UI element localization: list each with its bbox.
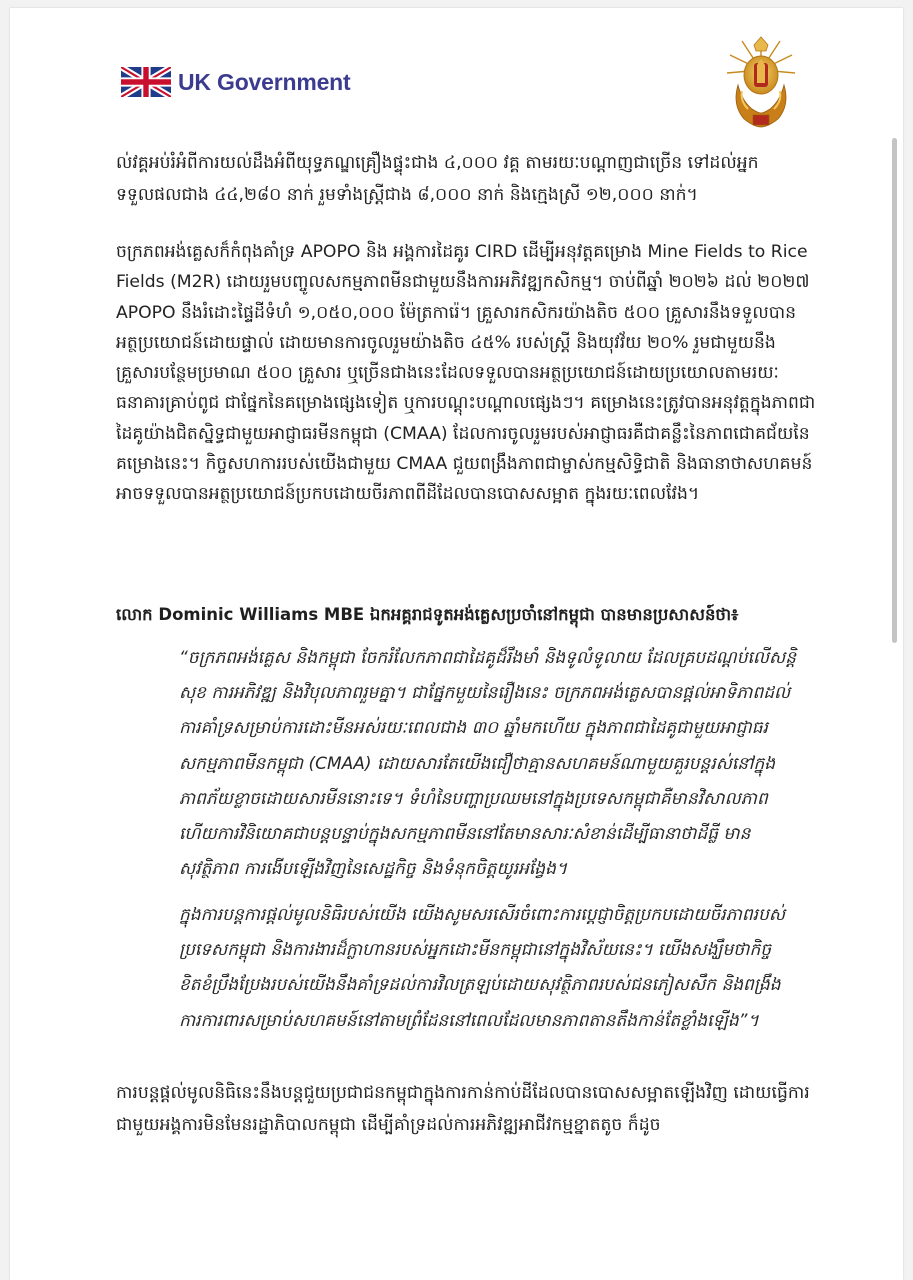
logo-text: UK Government — [178, 68, 351, 95]
paragraph-m2r-project: ចក្រភពអង់គ្លេសក៏កំពុងគាំទ្រ APOPO និង អង្គការដៃគូរ CIRD ដើម្បីអនុវត្តគម្រោង Mine Fields to Rice Fields (M2R) ដោយរួមបញ្ចូលសកម្មភាពមីនជាមួយនឹងការអភិវឌ្ឍកសិកម្ម។ ចាប់ពីឆ្នាំ ២០២៦ ដល់ ២០២៧ APOPO នឹងរំដោះផ្ទៃដីទំហំ ១,០៥០,០០០ ម៉ែត្រការ៉េ។ គ្រួសារកសិករយ៉ាងតិច ៥០០ គ្រួសារនឹងទទួលបានអត្ថប្រយោជន៍ដោយផ្ទាល់ ដោយមានការចូលរួមយ៉ាងតិច ៤៥% របស់ស្ត្រី និងយុវវ័យ ២០% រួមជាមួយនឹងគ្រួសារបន្ថែមប្រមាណ ៥០០ គ្រួសារ ឬច្រើនជាងនេះដែលទទួលបានអត្ថប្រយោជន៍ដោយប្រយោលតាមរយៈធនាគារគ្រាប់ពូជ ជាផ្នែកនៃគម្រោងផ្សេងទៀត ឬការបណ្តុះបណ្តាលផ្សេងៗ។ គម្រោងនេះត្រូវបានអនុវត្តក្នុងភាពជាដៃគូយ៉ាងជិតស្និទ្ធជាមួយអាជ្ញាធរមីនកម្ពុជា (CMAA) ដែលការចូលរួមរបស់អាជ្ញាធរគឺជាគន្លឹះនៃភាពជោគជ័យនៃគម្រោងនេះ។ កិច្ចសហការរបស់យើងជាមួយ CMAA ជួយពង្រឹងភាពជាម្ចាស់កម្មសិទ្ធិជាតិ និងធានាថាសហគមន៍អាចទទួលបានអត្ថប្រយោជន៍ប្រកបដោយចីរភាពពីដីដែលបានបោសសម្អាត ក្នុងរយៈពេលវែង។ — [116, 242, 816, 505]
paragraph-continued-funding: ការបន្តផ្តល់មូលនិធិនេះនឹងបន្តជួយប្រជាជនកម្ពុជាក្នុងការកាន់កាប់ដីដែលបានបោសសម្អាតឡើងវិញ ដោយធ្វើការជាមួយអង្គការមិនមែនរដ្ឋាភិបាលកម្ពុជា ដើម្បីគាំទ្រដល់ការអភិវឌ្ឍអាជីវកម្មខ្នាតតូច ក៏ដូច — [116, 1083, 810, 1135]
royal-cambodia-crest-icon — [724, 35, 798, 131]
paragraph-awareness-sessions: ល់វគ្គអប់រំអំពីការយល់ដឹងអំពីយុទ្ធភណ្ឌគ្រឿងផ្ទុះជាង ៤,០០០ វគ្គ តាមរយៈបណ្តាញជាច្រើន ទៅដល់អ្នកទទួលផលជាង ៤៤,២៨០ នាក់ រួមទាំងស្ត្រីជាង ៨,០០០ នាក់ និងក្មេងស្រី ១២,០០០ នាក់។ — [116, 153, 759, 205]
quote-paragraph-2: ក្នុងការបន្តការផ្តល់មូលនិធិរបស់យើង យើងសូមសរសើរចំពោះការប្តេជ្ញាចិត្តប្រកបដោយចីរភាពរបស់ប្រទេសកម្ពុជា និងការងារដ៏ក្លាហានរបស់អ្នកដោះមីនកម្ពុជានៅក្នុងវិស័យនេះ។ យើងសង្ឃឹមថាកិច្ចខិតខំប្រឹងប្រែងរបស់យើងនឹងគាំទ្រដល់ការវិលត្រឡប់ដោយសុវត្ថិភាពរបស់ជនភៀសសឹក និងពង្រឹងការការពារសម្រាប់សហគមន៍នៅតាមព្រំដែននៅពេលដែលមានភាពតានតឹងកាន់តែខ្លាំងឡើង”។ — [179, 905, 786, 1031]
quote-paragraph-1: “ចក្រភពអង់គ្លេស និងកម្ពុជា ចែករំលែកភាពជាដៃគូដ៏រឹងមាំ និងទូលំទូលាយ ដែលគ្របដណ្តប់លើសន្តិសុខ ការអភិវឌ្ឍ និងវិបុលភាពរួមគ្នា។ ជាផ្នែកមួយនៃរឿងនេះ ចក្រភពអង់គ្លេសបានផ្តល់អាទិភាពដល់ការគាំទ្រសម្រាប់ការដោះមីនអស់រយៈពេលជាង ៣០ ឆ្នាំមកហើយ ក្នុងភាពជាដៃគូជាមួយអាជ្ញាធរសកម្មភាពមីនកម្ពុជា (CMAA) ដោយសារតែយើងជឿថាគ្មានសហគមន៍ណាមួយគួរបន្តរស់នៅក្នុងភាពភ័យខ្លាចដោយសារមីននោះទេ។ ទំហំនៃបញ្ហាប្រឈមនៅក្នុងប្រទេសកម្ពុជាគឺមានវិសាលភាព ហើយការវិនិយោគជាបន្តបន្ទាប់ក្នុងសកម្មភាពមីននៅតែមានសារៈសំខាន់ដើម្បីធានាថាដីធ្លី មានសុវត្ថិភាព ការងើបឡើងវិញនៃសេដ្ឋកិច្ច និងទំនុកចិត្តយូរអង្វែង។ — [179, 648, 797, 880]
document-page — [10, 8, 903, 1280]
scrollbar[interactable] — [892, 138, 897, 643]
letterhead — [10, 8, 903, 138]
uk-government-logo — [121, 67, 350, 97]
ambassador-statement-heading: លោក Dominic Williams MBE ឯកអគ្គរាជទូតអង់គ្លេសប្រចាំនៅកម្ពុជា បានមានប្រសាសន៍ថា៖ — [116, 605, 739, 624]
union-jack-icon — [121, 67, 171, 97]
